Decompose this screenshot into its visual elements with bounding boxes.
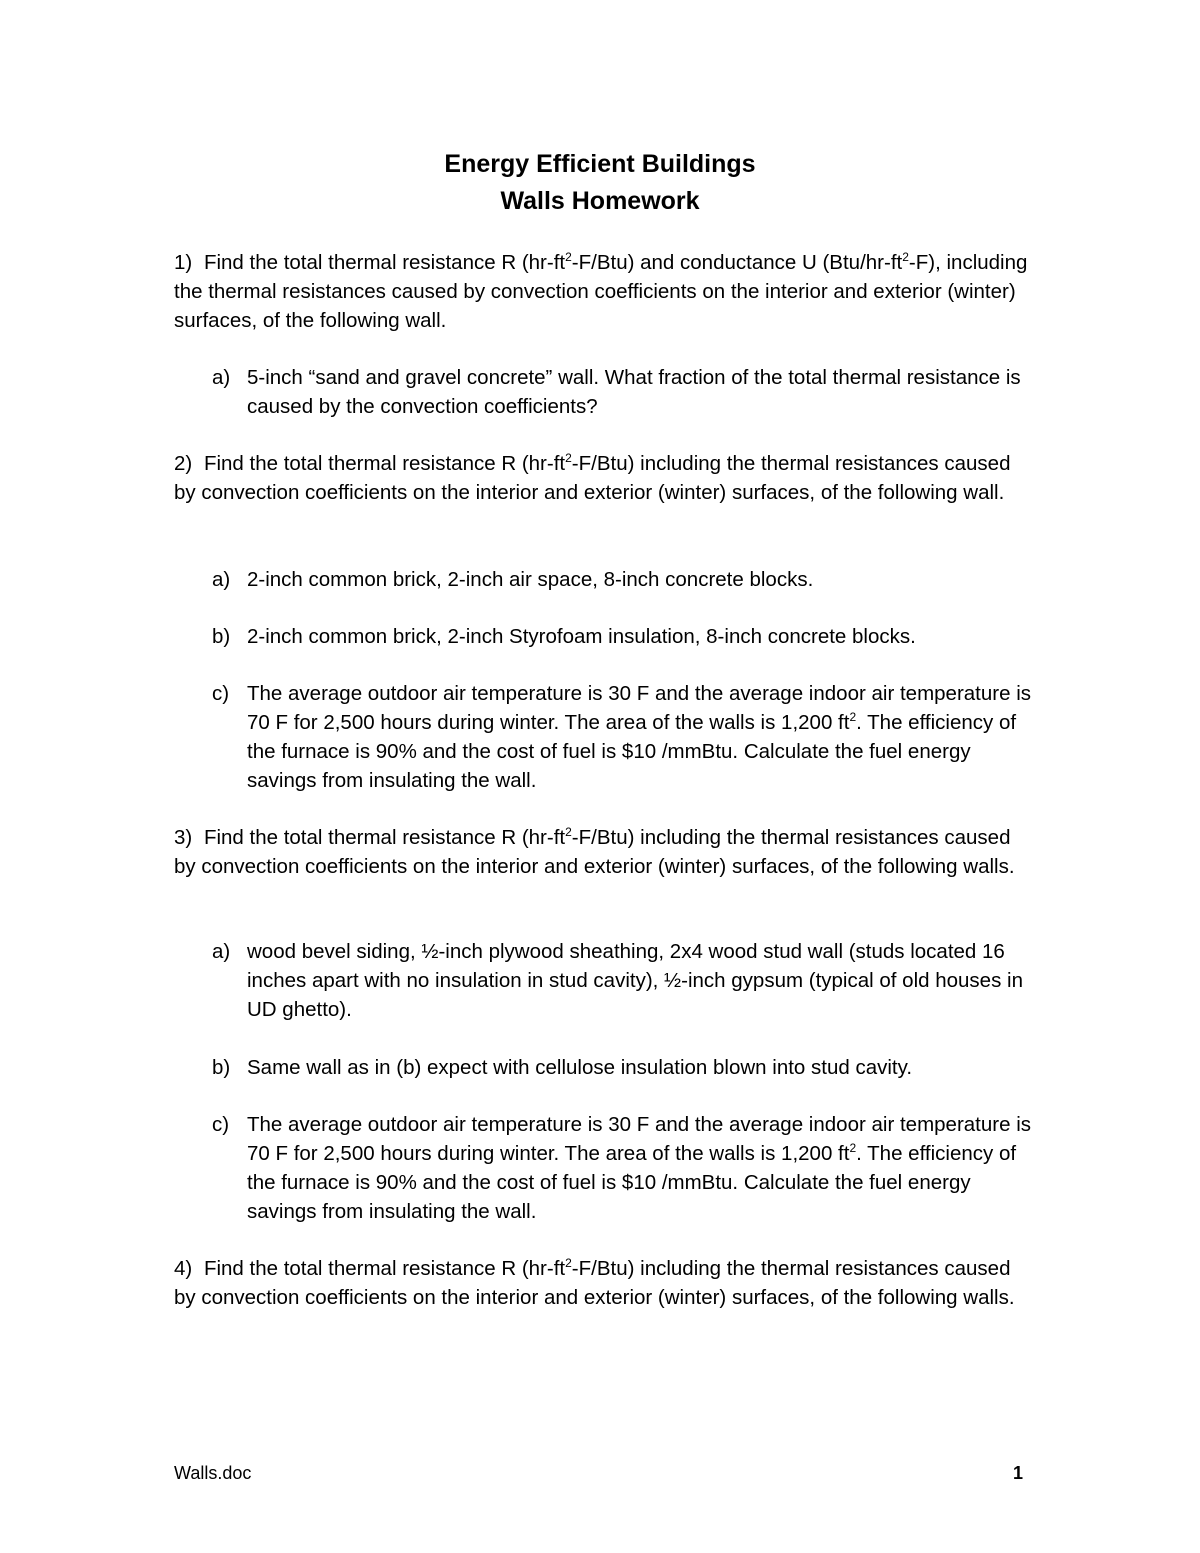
item-label: a) [212,568,231,591]
item-text: 2-inch common brick, 2-inch air space, 8-inch concrete blocks. [247,568,814,591]
superscript: 2 [565,1256,572,1270]
item-text-part: The average outdoor air temperature is 30 F and the average indoor air temperature is 70 F for 2,500 hours during winter. The area of the walls is 1,200 ft [247,1113,1031,1165]
question-2-item-c [212,679,1042,795]
question-2 [174,449,1034,507]
footer-filename: Walls.doc [174,1463,252,1483]
superscript: 2 [902,250,909,264]
question-1-item-a [212,363,1042,421]
item-text [247,1110,1042,1226]
item-text: Same wall as in (b) expect with cellulose insulation blown into stud cavity. [247,1056,913,1079]
superscript: 2 [565,825,572,839]
question-number: 1) [174,251,193,274]
item-label: a) [212,366,231,389]
document-title: Energy Efficient Buildings [444,150,756,178]
question-2-item-a [212,565,1042,594]
question-text-part: -F/Btu) including the thermal resistances caused by convection coefficients on the interior and exterior (winter) surfaces, of the following walls. [174,1257,1015,1309]
superscript: 2 [565,451,572,465]
question-2-item-b [212,622,1042,651]
footer-page-number: 1 [1013,1463,1024,1483]
question-text-part: -F), including the thermal resistances caused by convection coefficients on the interior and exterior (winter) surfaces, of the following wall. [174,251,1028,332]
question-text-part: -F/Btu) including the thermal resistances caused by convection coefficients on the interior and exterior (winter) surfaces, of the following wall. [174,452,1011,504]
question-number: 3) [174,826,193,849]
question-3 [174,823,1034,881]
question-3-item-c [212,1110,1042,1226]
item-label: a) [212,940,231,963]
item-text [247,679,1042,795]
item-label: b) [212,625,231,648]
question-text-part: Find the total thermal resistance R (hr-ft [203,452,566,475]
item-text-part: . The efficiency of the furnace is 90% and the cost of fuel is $10 /mmBtu. Calculate the fuel energy savings from insulating the wall. [247,1142,1017,1223]
question-number: 2) [174,452,193,475]
superscript: 2 [849,710,857,724]
item-text-part: The average outdoor air temperature is 30 F and the average indoor air temperature is 70 F for 2,500 hours during winter. The area of the walls is 1,200 ft [247,682,1031,734]
item-text: wood bevel siding, ½-inch plywood sheathing, 2x4 wood stud wall (studs located 16 inches apart with no insulation in stud cavity), ½-inch gypsum (typical of old houses in UD ghetto). [247,940,1023,1021]
superscript: 2 [849,1141,857,1155]
question-1 [174,248,1034,335]
superscript: 2 [565,250,572,264]
question-text-part: -F/Btu) and conductance U (Btu/hr-ft [571,251,903,274]
question-text-part: Find the total thermal resistance R (hr-ft [203,251,566,274]
document-subtitle: Walls Homework [500,187,700,215]
question-text-part: Find the total thermal resistance R (hr-ft [203,1257,566,1280]
item-label: c) [212,682,230,705]
item-text: 5-inch “sand and gravel concrete” wall. What fraction of the total thermal resistance is caused by the convection coefficients? [247,366,1021,418]
question-4 [174,1254,1034,1312]
question-number: 4) [174,1257,193,1280]
item-text: 2-inch common brick, 2-inch Styrofoam insulation, 8-inch concrete blocks. [247,625,916,648]
item-label: b) [212,1056,231,1079]
question-3-item-b [212,1053,1042,1082]
question-text-part: Find the total thermal resistance R (hr-ft [203,826,566,849]
question-text-part: -F/Btu) including the thermal resistances caused by convection coefficients on the interior and exterior (winter) surfaces, of the following walls. [174,826,1015,878]
item-label: c) [212,1113,230,1136]
question-3-item-a [212,937,1042,1024]
item-text-part: . The efficiency of the furnace is 90% and the cost of fuel is $10 /mmBtu. Calculate the fuel energy savings from insulating the wall. [247,711,1017,792]
